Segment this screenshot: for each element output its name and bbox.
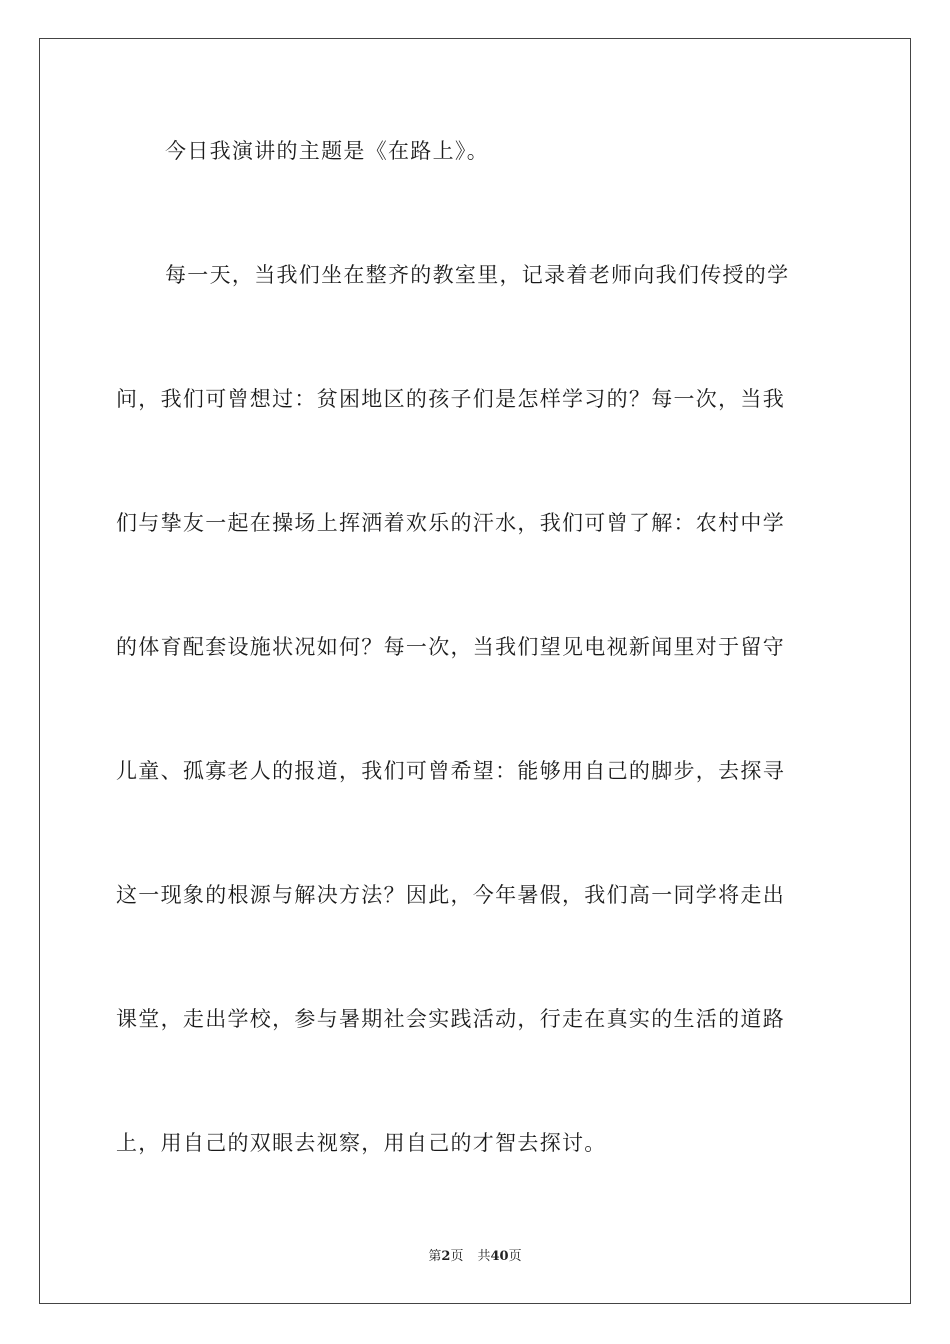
footer-total-suffix: 页 [508, 1249, 522, 1264]
footer-total-prefix: 共 [477, 1249, 491, 1264]
text-line-4: 们与挚友一起在操场上挥洒着欢乐的汗水，我们可曾了解：农村中学 [116, 511, 785, 535]
text-line-6: 儿童、孤寡老人的报道，我们可曾希望：能够用自己的脚步，去探寻 [116, 759, 785, 783]
text-line-8: 课堂，走出学校，参与暑期社会实践活动，行走在真实的生活的道路 [116, 1007, 785, 1031]
page-frame [39, 38, 911, 1304]
text-line-2: 每一天，当我们坐在整齐的教室里，记录着老师向我们传授的学 [165, 263, 790, 287]
text-line-3: 问，我们可曾想过：贫困地区的孩子们是怎样学习的？每一次，当我 [116, 387, 785, 411]
text-line-5: 的体育配套设施状况如何？每一次，当我们望见电视新闻里对于留守 [116, 635, 785, 659]
text-line-1: 今日我演讲的主题是《在路上》。 [165, 139, 489, 163]
text-line-9: 上，用自己的双眼去视察，用自己的才智去探讨。 [116, 1131, 607, 1155]
page-footer [0, 1248, 950, 1266]
footer-page-number: 2 [441, 1249, 451, 1264]
footer-page-prefix: 第 [428, 1249, 442, 1264]
footer-page-suffix: 页 [450, 1249, 464, 1264]
text-line-7: 这一现象的根源与解决方法？因此，今年暑假，我们高一同学将走出 [116, 883, 785, 907]
footer-total-pages: 40 [490, 1249, 509, 1264]
